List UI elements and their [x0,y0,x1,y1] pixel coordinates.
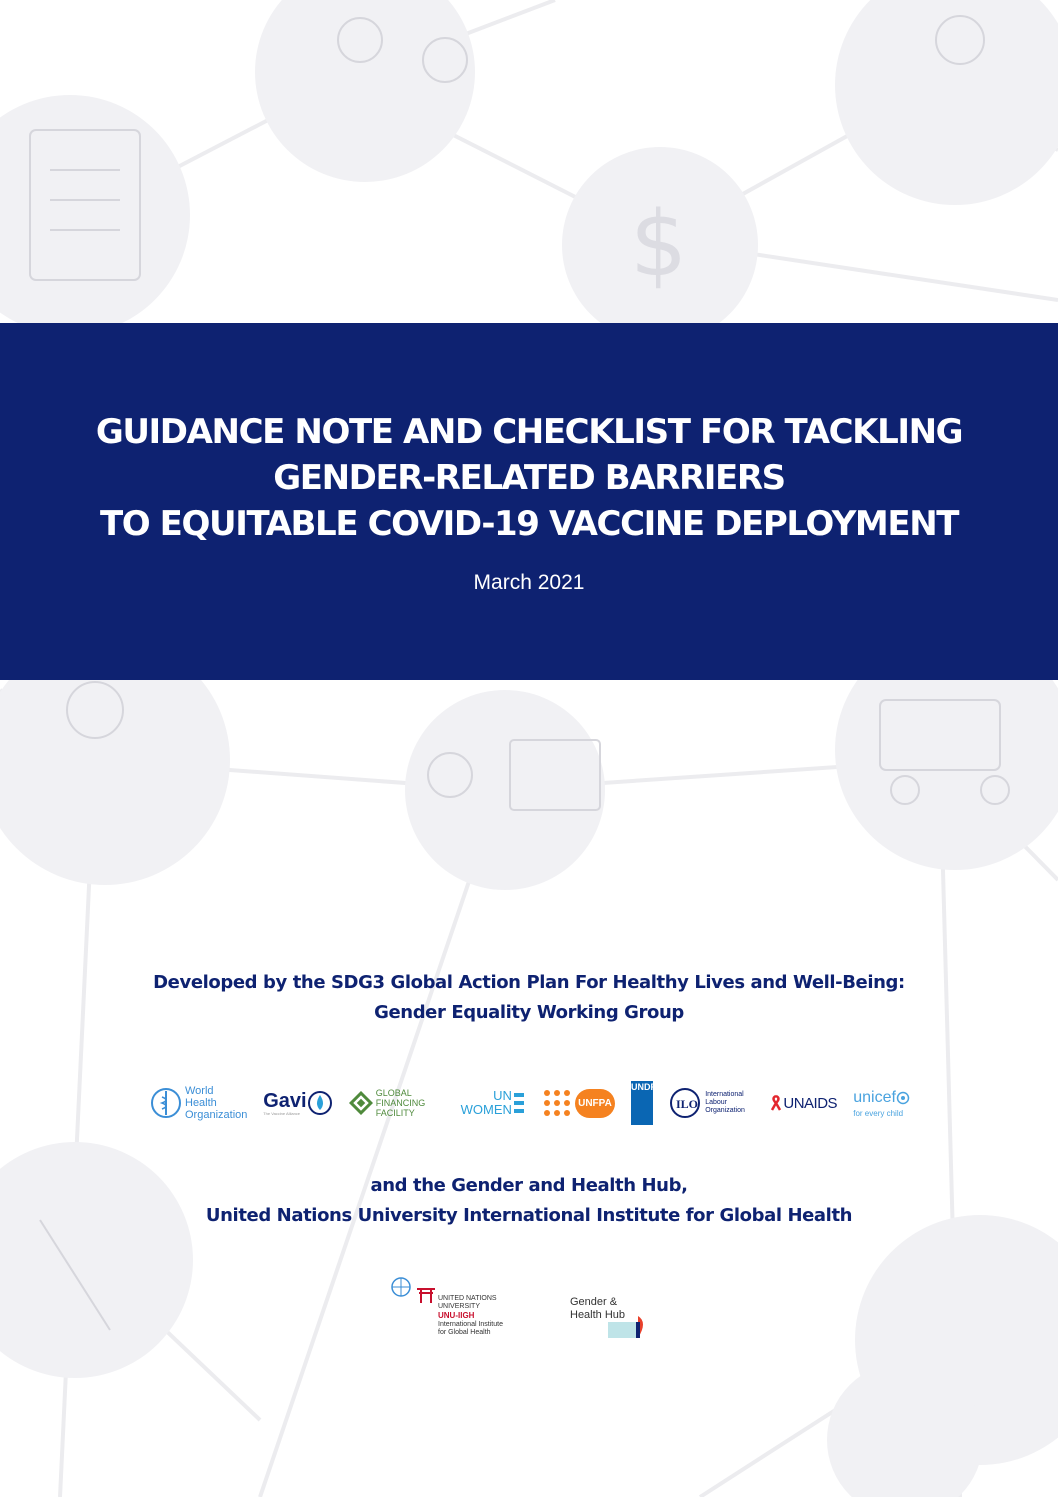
svg-text:$: $ [630,192,688,297]
who-logo [150,1085,247,1121]
hub-logos [388,1272,688,1352]
hub-mark-icon [608,1314,650,1340]
hub-logo-line-2: Health Hub [570,1309,626,1321]
unicef-tagline: for every child [853,1108,904,1118]
gavi-logo [263,1090,332,1116]
unu-line-3: UNU-IIGH [438,1311,475,1320]
un-emblem-icon [390,1276,412,1298]
unicef-logo-text: unicef [853,1088,896,1106]
gff-logo-text: GLOBAL FINANCING FACILITY [375,1088,426,1118]
unfpa-logo [542,1088,615,1118]
unwomen-logo-text: UN WOMEN [460,1088,512,1117]
unu-gate-icon [416,1286,436,1304]
developed-by-line-2: Gender Equality Working Group [374,1002,684,1023]
unu-line-2: UNIVERSITY [438,1303,481,1310]
developed-by-credit [0,968,1058,1028]
gff-knot-icon [349,1091,373,1115]
title-banner [0,323,1058,680]
gavi-tagline: The Vaccine Alliance [263,1110,301,1116]
title-line-1: GUIDANCE NOTE AND CHECKLIST FOR TACKLING [95,412,963,452]
unicef-logo [853,1089,910,1118]
unaids-logo [769,1094,837,1112]
hub-credit [0,1171,1058,1231]
publication-date: March 2021 [473,571,585,594]
unu-line-5: for Global Health [438,1329,491,1336]
unu-line-4: International Institute [438,1321,503,1328]
document-title [0,323,1058,547]
ilo-logo-text: International Labour Organization [705,1091,745,1114]
partner-logos [150,1080,910,1126]
ilo-logo [669,1087,753,1119]
red-ribbon-icon [769,1094,783,1112]
svg-text:ILO: ILO [676,1097,699,1111]
undp-logo [631,1081,657,1125]
ilo-emblem-icon [669,1087,701,1119]
unwomen-logo [450,1089,526,1117]
gavi-logo-text: Gavi [263,1089,307,1112]
unu-logo [438,1295,503,1337]
unfpa-dots-icon [542,1088,572,1118]
title-line-2: GENDER-RELATED BARRIERS [273,458,785,498]
developed-by-line-1: Developed by the SDG3 Global Action Plan For Healthy Lives and Well-Being: [153,972,905,993]
unu-line-1: UNITED NATIONS [438,1295,497,1302]
hub-logo-line-1: Gender & [570,1296,618,1308]
unfpa-logo-text: UNFPA [575,1089,615,1118]
undp-logo-text: UNDP [631,1081,653,1125]
gavi-drop-icon [307,1090,333,1116]
hub-credit-line-2: United Nations University International Institute for Global Health [205,1205,853,1226]
title-line-3: TO EQUITABLE COVID-19 VACCINE DEPLOYMENT [99,504,959,544]
unaids-logo-text: UNAIDS [783,1094,838,1112]
who-emblem-icon [150,1087,182,1119]
gff-logo [349,1088,434,1118]
who-logo-text: World Health Organization [185,1085,248,1121]
unwomen-equals-icon [512,1091,526,1115]
hub-credit-line-1: and the Gender and Health Hub, [370,1175,688,1196]
unicef-emblem-icon [896,1091,910,1105]
